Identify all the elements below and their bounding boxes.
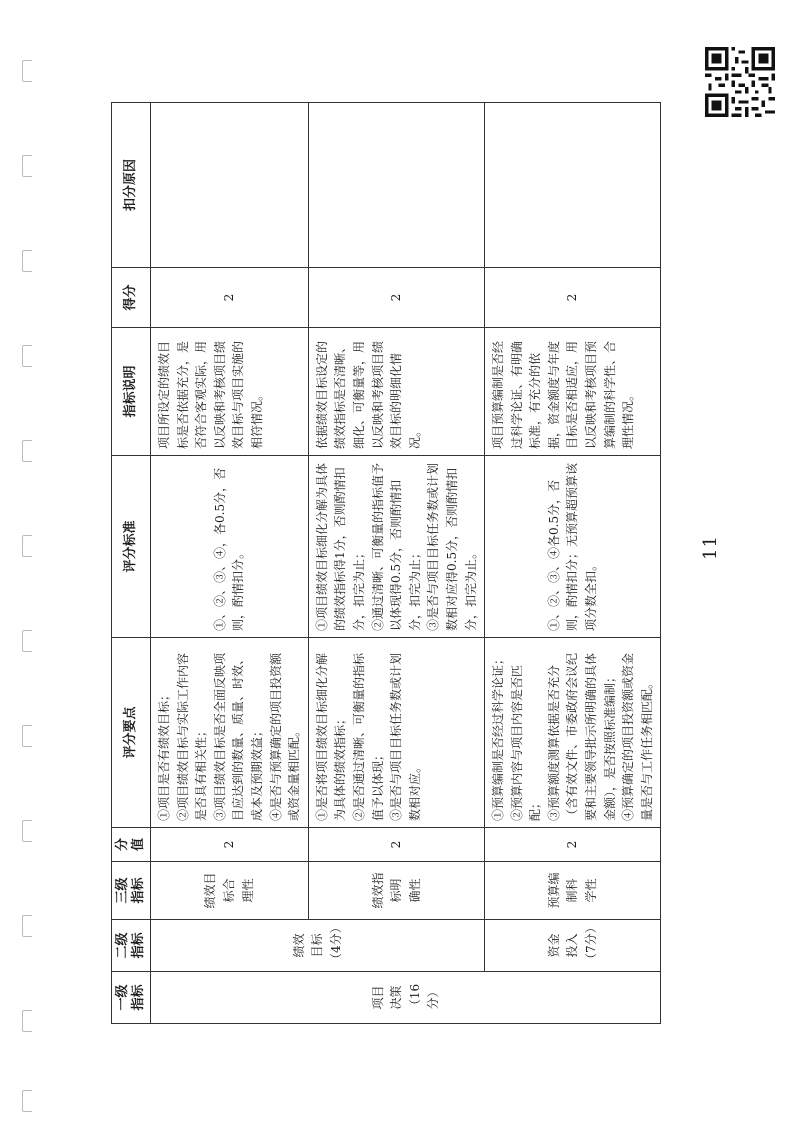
header-level2: 二级 指标 <box>112 920 151 972</box>
level2-cell: 资金 投入 （7分） <box>485 920 661 972</box>
table-row <box>308 103 484 1024</box>
header-level3: 三级 指标 <box>112 862 151 920</box>
description-cell: 依据绩效目标设定的绩效指标是否清晰、细化、可衡量等，用以反映和考核项目绩效目标的明细化情况。 <box>308 328 484 456</box>
score-cell: 2 <box>485 268 661 328</box>
qr-code <box>705 47 775 117</box>
description-cell: 项目预算编制是否经过科学论证、有明确标准，有充分的依据，资金额度与年度目标是否相适应，用以反映和考核项目预算编制的科学性、合理性情况。 <box>485 328 661 456</box>
weight-cell: 2 <box>308 828 484 862</box>
header-row <box>112 103 151 1024</box>
evaluation-table <box>111 102 661 1024</box>
page-number: 11 <box>700 535 721 560</box>
level3-cell: 绩效目 标合 理性 <box>151 862 309 920</box>
deduction-cell <box>151 103 309 268</box>
header-description: 指标说明 <box>112 328 151 456</box>
header-level1: 一级 指标 <box>112 972 151 1024</box>
level3-cell: 预算编 制科 学性 <box>485 862 661 920</box>
header-score: 得分 <box>112 268 151 328</box>
weight-cell: 2 <box>151 828 309 862</box>
score-cell: 2 <box>151 268 309 328</box>
criteria-cell: ①、②、③、④各0.5分，否则，酌情扣分；无预算超预算该项分数全扣。 <box>485 456 661 638</box>
table-row <box>485 103 661 1024</box>
criteria-cell: ①项目绩效目标细化分解为具体的绩效指标得1分，否则酌情扣分，扣完为止； ②通过清晰、可衡量的指标值予以体现得0.5分，否则酌情扣分，扣完为止； ③是否与项目目标任务数或计划数相对应得0.5分，否则酌情扣分，扣完为止。 <box>308 456 484 638</box>
deduction-cell <box>485 103 661 268</box>
score-cell: 2 <box>308 268 484 328</box>
description-cell: 项目所设定的绩效目标是否依据充分，是否符合客观实际，用以反映和考核项目绩效目标与项目实施的相符情况。 <box>151 328 309 456</box>
evaluation-table-rotated <box>111 103 655 1024</box>
header-criteria: 评分标准 <box>112 456 151 638</box>
header-weight: 分 值 <box>112 828 151 862</box>
header-deduction: 扣分原因 <box>112 103 151 268</box>
binding-margin-marks <box>22 60 36 1120</box>
header-points: 评分要点 <box>112 638 151 828</box>
deduction-cell <box>308 103 484 268</box>
level1-cell: 项目 决策 （16分） <box>151 972 661 1024</box>
level2-cell: 绩效 目标 （4分） <box>151 920 485 972</box>
weight-cell: 2 <box>485 828 661 862</box>
level3-cell: 绩效指 标明 确性 <box>308 862 484 920</box>
points-cell: ①预算编制是否经过科学论证； ②预算内容与项目内容是否匹配； ③预算额度测算依据是否充分（含有效文件、市委政府会议纪要和主要领导批示所明确的具体金额），是否按照标准编制； ④预算确定的项目投资额或资金量是否与工作任务相匹配。 <box>485 638 661 828</box>
criteria-cell: ①、②、③、④，各0.5分，否则，酌情扣分。 <box>151 456 309 638</box>
points-cell: ①项目是否有绩效目标； ②项目绩效目标与实际工作内容是否具有相关性； ③项目绩效目标是否全面反映项目应达到的数量、质量、时效、成本及预期效益； ④是否与预算确定的项目投资额或资金量相匹配。 <box>151 638 309 828</box>
table-row <box>151 103 309 1024</box>
points-cell: ①是否将项目绩效目标细化分解为具体的绩效指标； ②是否通过清晰、可衡量的指标值予以体现； ③是否与项目目标任务数或计划数相对应。 <box>308 638 484 828</box>
